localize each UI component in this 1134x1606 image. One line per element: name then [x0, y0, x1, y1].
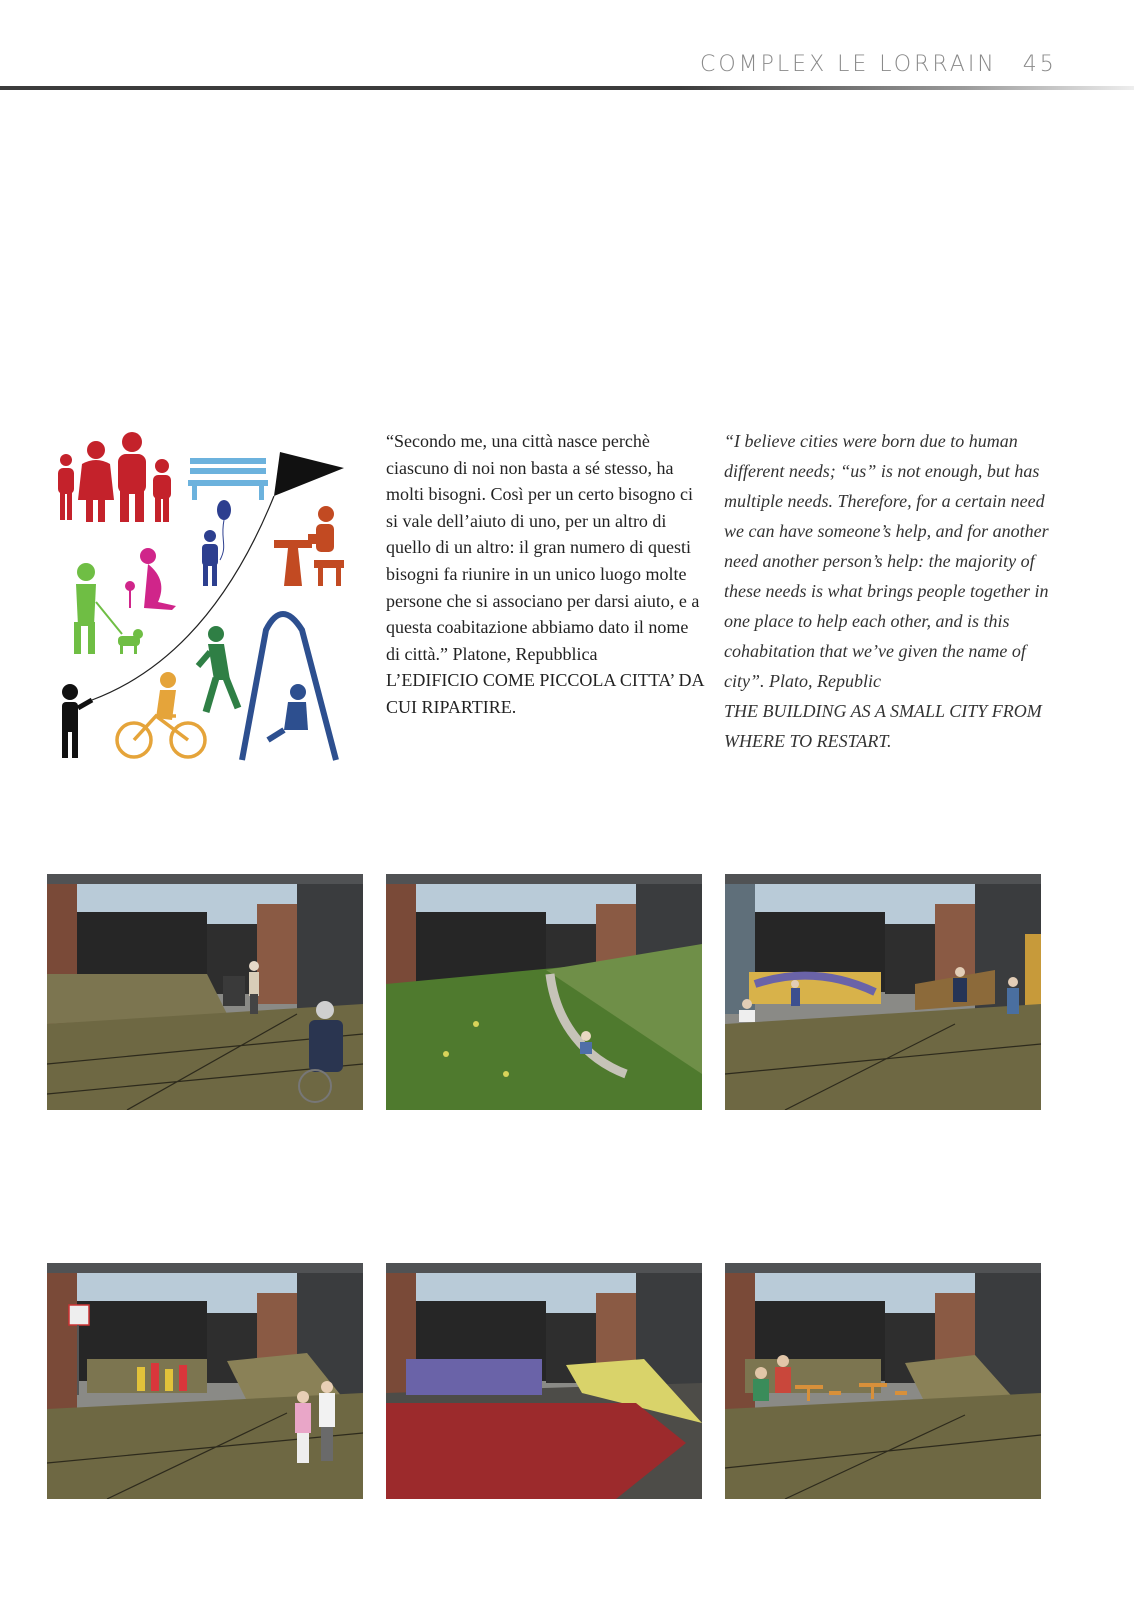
- quote-english: [724, 426, 1054, 756]
- family-icon: [58, 432, 171, 522]
- quote-italian-text: “Secondo me, una città nasce perchè ciascuno di noi non basta a sé stesso, ha molti bisogni. Così per un certo bisogno ci si vale dell’aiuto di uno, per un altro di quello di un altro: il gran numero di questi bisogni fa riunire in un unico luogo molte persone che si associano per darsi aiuto, e a questa coabitazione abbiamo dato il nome di città.” Platone, Repubblica: [386, 431, 700, 664]
- cyclist-icon: [117, 672, 205, 757]
- running-header: [700, 52, 1057, 77]
- quote-italian-motto: L’EDIFICIO COME PICCOLA CITTA’ DA CUI RIPARTIRE.: [386, 670, 704, 717]
- quote-italian: [386, 428, 706, 721]
- quote-english-text: “I believe cities were born due to human different needs; “us” is not enough, but has multiple needs. Therefore, for a certain need we can have someone’s help, and for another need another person’s help: the majority of these needs is what brings people together in one place to help each other, and is this cohabitation that we’ve given the name of city”. Plato, Republic: [724, 431, 1049, 691]
- mural-wall-render: [725, 874, 1041, 1110]
- cafe-table-icon: [274, 506, 344, 586]
- bench-icon: [188, 458, 268, 500]
- color-zones-render: [386, 1263, 702, 1499]
- elderly-deck-render: [47, 874, 363, 1110]
- quote-english-motto: THE BUILDING AS A SMALL CITY FROM WHERE TO RESTART.: [724, 701, 1042, 751]
- page-number: 45: [1022, 52, 1057, 77]
- runner-icon: [198, 626, 238, 712]
- terrace-tables-render: [725, 1263, 1041, 1499]
- balloon-child-icon: [202, 500, 231, 586]
- swing-icon: [242, 614, 336, 760]
- kite-flyer-icon: [62, 684, 92, 758]
- pictogram-illustration: [52, 430, 352, 790]
- document-title: COMPLEX LE LORRAIN: [700, 52, 997, 77]
- basketball-court-render: [47, 1263, 363, 1499]
- dog-walker-icon: [74, 563, 143, 654]
- header-divider: [0, 86, 1134, 90]
- green-slope-slide-render: [386, 874, 702, 1110]
- gardener-icon: [125, 548, 176, 610]
